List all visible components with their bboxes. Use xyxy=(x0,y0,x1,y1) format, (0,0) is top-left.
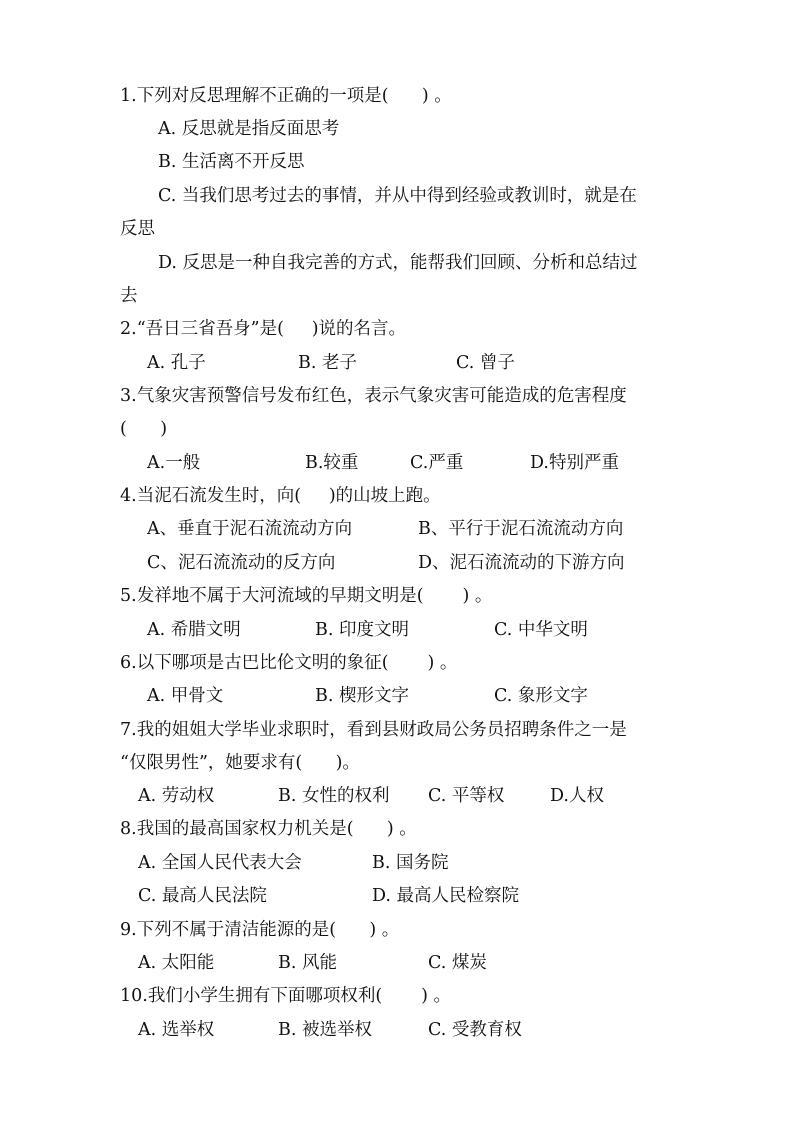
question-1-option-c: C. 当我们思考过去的事情，并从中得到经验或教训时，就是在 xyxy=(158,186,637,206)
question-3-option-b: B.较重 xyxy=(305,453,359,473)
question-8-option-a: A. 全国人民代表大会 xyxy=(138,853,302,873)
question-7-option-a: A. 劳动权 xyxy=(138,786,215,806)
question-9-option-b: B. 风能 xyxy=(278,953,337,973)
question-6-option-a: A. 甲骨文 xyxy=(147,686,224,706)
question-5-option-c: C. 中华文明 xyxy=(494,620,588,640)
question-6-option-b: B. 楔形文字 xyxy=(315,686,409,706)
question-2-stem: 2.“吾日三省吾身”是( )说的名言。 xyxy=(120,319,407,339)
question-2-option-b: B. 老子 xyxy=(298,353,357,373)
question-4-option-b: B、平行于泥石流流动方向 xyxy=(418,519,624,539)
question-7-option-c: C. 平等权 xyxy=(428,786,505,806)
question-8-option-d: D. 最高人民检察院 xyxy=(372,886,520,906)
question-7-stem: 7.我的姐姐大学毕业求职时，看到县财政局公务员招聘条件之一是 xyxy=(120,720,627,740)
question-5-stem: 5.发祥地不属于大河流域的早期文明是( ) 。 xyxy=(120,586,493,606)
question-9-option-a: A. 太阳能 xyxy=(138,953,215,973)
question-1-option-d: D. 反思是一种自我完善的方式，能帮我们回顾、分析和总结过 xyxy=(158,253,638,273)
question-3-stem: 3.气象灾害预警信号发布红色，表示气象灾害可能造成的危害程度 xyxy=(120,386,627,406)
question-2-option-c: C. 曾子 xyxy=(456,353,515,373)
question-1-option-d-cont: 去 xyxy=(120,286,138,306)
question-7-stem-cont: “仅限男性”，她要求有( )。 xyxy=(120,753,360,773)
question-3-option-d: D.特别严重 xyxy=(530,453,619,473)
question-5-option-a: A. 希腊文明 xyxy=(147,620,241,640)
question-8-option-b: B. 国务院 xyxy=(372,853,449,873)
question-4-option-c: C、泥石流流动的反方向 xyxy=(147,553,336,573)
question-9-option-c: C. 煤炭 xyxy=(428,953,487,973)
question-6-stem: 6.以下哪项是古巴比伦文明的象征( ) 。 xyxy=(120,653,458,673)
question-4-option-d: D、泥石流流动的下游方向 xyxy=(418,553,625,573)
question-6-option-c: C. 象形文字 xyxy=(494,686,588,706)
question-1-option-a: A. 反思就是指反面思考 xyxy=(158,119,340,139)
question-7-option-d: D.人权 xyxy=(550,786,604,806)
question-3-option-c: C.严重 xyxy=(410,453,464,473)
question-5-option-b: B. 印度文明 xyxy=(315,620,409,640)
question-4-stem: 4.当泥石流发生时，向( )的山坡上跑。 xyxy=(120,486,441,506)
question-1-option-b: B. 生活离不开反思 xyxy=(158,152,305,172)
question-10-option-b: B. 被选举权 xyxy=(278,1020,372,1040)
question-1-option-c-cont: 反思 xyxy=(120,219,155,239)
question-7-option-b: B. 女性的权利 xyxy=(278,786,390,806)
question-10-stem: 10.我们小学生拥有下面哪项权利( ) 。 xyxy=(120,986,451,1006)
question-9-stem: 9.下列不属于清洁能源的是( ) 。 xyxy=(120,920,400,940)
question-1-stem: 1.下列对反思理解不正确的一项是( ) 。 xyxy=(120,86,452,106)
question-2-option-a: A. 孔子 xyxy=(147,353,206,373)
question-3-stem-cont: ( ) xyxy=(120,419,168,439)
question-4-option-a: A、垂直于泥石流流动方向 xyxy=(147,519,353,539)
question-10-option-c: C. 受教育权 xyxy=(428,1020,522,1040)
question-3-option-a: A.一般 xyxy=(147,453,201,473)
question-10-option-a: A. 选举权 xyxy=(138,1020,215,1040)
question-8-stem: 8.我国的最高国家权力机关是( ) 。 xyxy=(120,819,417,839)
question-8-option-c: C. 最高人民法院 xyxy=(138,886,267,906)
